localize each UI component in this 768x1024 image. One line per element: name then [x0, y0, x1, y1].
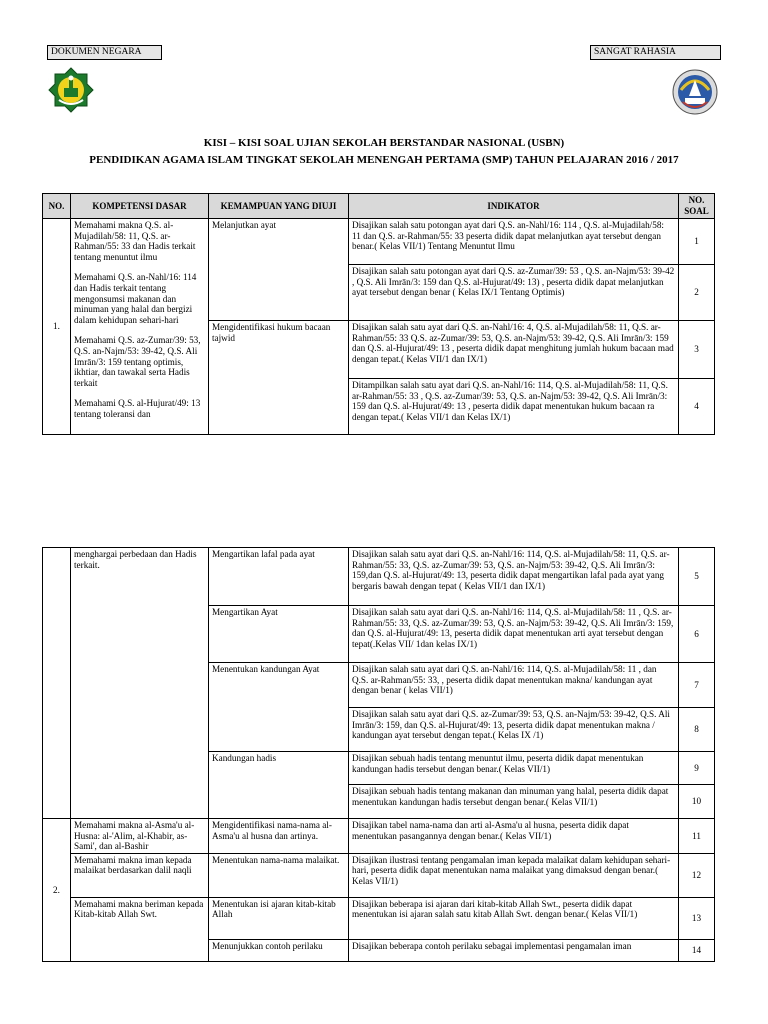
table-row: [43, 897, 715, 939]
soal-number: 4: [679, 379, 715, 435]
group-number: 2.: [43, 819, 71, 962]
kd-paragraph: Memahami makna Q.S. al-Mujadilah/58: 11, Q.S. ar-Rahman/55: 33 dan Hadis terkait tentang menuntut ilmu: [74, 220, 196, 262]
indikator-cell: Ditampilkan salah satu ayat dari Q.S. an-Nahl/16: 114, Q.S. al-Mujadilah/58: 11, Q.S. ar-Rahman/55: 33 , Q.S. az-Zumar/39: 53, Q.S. an-Najm/53: 39-42, Q.S. Ali Imrān/3: 159 dan Q.S. al-Hujurat/49: 13 , peserta didik dapat menentukan hukum bacaan ra dengan tepat.( Kelas VII/1 dan Kelas IX/1): [349, 379, 679, 435]
indikator-cell: Disajikan tabel nama-nama dan arti al-Asma'u al husna, peserta didik dapat menentukan pasangannya dengan benar.( Kelas VII/1): [349, 819, 679, 854]
header-no-soal: NO. SOAL: [679, 194, 715, 219]
indikator-cell: Disajikan beberapa isi ajaran dari kitab-kitab Allah Swt., peserta didik dapat menentukan isi ajaran salah satu kitab Allah Swt. dengan benar.( Kelas VII/1): [349, 897, 679, 939]
soal-number: 14: [679, 939, 715, 961]
kisi-kisi-table-part1: [42, 193, 715, 435]
kompetensi-dasar-cell: menghargai perbedaan dan Hadis terkait.: [71, 548, 209, 819]
sangat-rahasia-label: SANGAT RAHASIA: [590, 45, 721, 60]
soal-number: 8: [679, 708, 715, 752]
kd-paragraph: Memahami Q.S. az-Zumar/39: 53, Q.S. an-Najm/53: 39-42, Q.S. Ali Imrān/3: 159 tentang optimis, ikhtiar, dan tawakal serta Hadis terkait: [74, 335, 201, 388]
indikator-cell: Disajikan salah satu ayat dari Q.S. az-Zumar/39: 53, Q.S. an-Najm/53: 39-42, Q.S. Ali Imrān/3: 159, dan Q.S. al-Hujurat/49: 13, peserta didik dapat menentukan makna / kandungan ayat tersebut dengan tepat.( Kelas IX /1): [349, 708, 679, 752]
indikator-cell: Disajikan salah satu ayat dari Q.S. an-Nahl/16: 4, Q.S. al-Mujadilah/58: 11, Q.S. ar-Rahman/55: 33 Q.S. az-Zumar/39: 53, Q.S. an-Najm/53: 39-42, Q.S. Ali Imrān/3: 159 dan Q.S. al-Hujurat/49: 13 , peserta didik dapat menghitung jumlah hukum bacaan mad dengan tepat.( Kelas VII/1 dan IX/1): [349, 321, 679, 379]
soal-number: 1: [679, 219, 715, 265]
table-row: [43, 853, 715, 897]
soal-number: 7: [679, 663, 715, 708]
indikator-cell: Disajikan beberapa contoh perilaku sebagai implementasi pengamalan iman: [349, 939, 679, 961]
kompetensi-dasar-cell: Memahami makna beriman kepada Kitab-kitab Allah Swt.: [71, 897, 209, 961]
group-number: 1.: [43, 219, 71, 435]
kemampuan-cell: Menentukan kandungan Ayat: [209, 663, 349, 752]
kemampuan-cell: Menentukan nama-nama malaikat.: [209, 853, 349, 897]
kemenag-logo: [47, 66, 95, 114]
header-no: NO.: [43, 194, 71, 219]
document-title: KISI – KISI SOAL UJIAN SEKOLAH BERSTANDAR NASIONAL (USBN): [203, 137, 565, 149]
soal-number: 9: [679, 752, 715, 785]
kemampuan-cell: Mengidentifikasi hukum bacaan tajwid: [209, 321, 349, 435]
soal-number: 5: [679, 548, 715, 606]
table-header-row: [43, 194, 715, 219]
indikator-cell: Disajikan salah satu potongan ayat dari Q.S. az-Zumar/39: 53 , Q.S. an-Najm/53: 39-42 , Q.S. Ali Imrān/3: 159 dan Q.S. al-Hujurat/49: 13) , peserta didik dapat melanjutkan ayat tersebut dengan benar ( Kelas IX/1 Tentang Optimis): [349, 265, 679, 321]
kd-paragraph: Memahami Q.S. al-Hujurat/49: 13 tentang toleransi dan: [74, 398, 201, 419]
indikator-cell: Disajikan salah satu ayat dari Q.S. an-Nahl/16: 114, Q.S. al-Mujadilah/58: 11 , Q.S. ar-Rahman/55: 33, Q.S. az-Zumar/39: 53, Q.S. an-Najm/53: 39-42, Q.S. Ali Imrān/3: 159, dan Q.S. al-Hujurat/49: 13, peserta didik dapat menentukan arti ayat tersebut dengan tepat(.Kelas VII/ 1dan kelas IX/1): [349, 606, 679, 663]
kemampuan-cell: Kandungan hadis: [209, 752, 349, 819]
kemampuan-cell: Melanjutkan ayat: [209, 219, 349, 321]
indikator-cell: Disajikan ilustrasi tentang pengamalan iman kepada malaikat dalam kehidupan sehari-hari, peserta didik dapat menentukan nama malaikat yang dimaksud dengan benar.( Kelas VII/1): [349, 853, 679, 897]
header-indikator: INDIKATOR: [349, 194, 679, 219]
kisi-kisi-table-part2: [42, 547, 715, 962]
document-subtitle: PENDIDIKAN AGAMA ISLAM TINGKAT SEKOLAH MENENGAH PERTAMA (SMP) TAHUN PELAJARAN 2016 / 2017: [89, 154, 679, 166]
table-row: [43, 548, 715, 606]
table-row: [43, 819, 715, 854]
indikator-cell: Disajikan salah satu ayat dari Q.S. an-Nahl/16: 114, Q.S. al-Mujadilah/58: 11, Q.S. ar-Rahman/55: 33, Q.S. az-Zumar/39: 53, Q.S. an-Najm/53: 39-42, Q.S. Ali Imrān/3: 159,dan Q.S. al-Hujurat/49: 13, peserta didik dapat mengartikan lafal pada ayat yang bergaris bawah dengan tepat ( Kelas VII/1 dan IX/1): [349, 548, 679, 606]
indikator-cell: Disajikan sebuah hadis tentang menuntut ilmu, peserta didik dapat menentukan kandungan hadis tersebut dengan benar.( Kelas VII/1): [349, 752, 679, 785]
soal-number: 11: [679, 819, 715, 854]
kompetensi-dasar-cell: Memahami makna iman kepada malaikat berdasarkan dalil naqli: [71, 853, 209, 897]
soal-number: 3: [679, 321, 715, 379]
kemampuan-cell: Mengidentifikasi nama-nama al-Asma'u al husna dan artinya.: [209, 819, 349, 854]
group-number-continued: [43, 548, 71, 819]
kompetensi-dasar-cell: Memahami makna al-Asma'u al-Husna: al-'Alim, al-Khabir, as-Sami', dan al-Bashir: [71, 819, 209, 854]
header-kemampuan: KEMAMPUAN YANG DIUJI: [209, 194, 349, 219]
soal-number: 12: [679, 853, 715, 897]
indikator-cell: Disajikan salah satu ayat dari Q.S. an-Nahl/16: 114, Q.S. al-Mujadilah/58: 11 , dan Q.S. ar-Rahman/55: 33, , peserta didik dapat menentukan makna/ kandungan ayat dengan benar ( kelas VII/1): [349, 663, 679, 708]
kemampuan-cell: Menentukan isi ajaran kitab-kitab Allah: [209, 897, 349, 939]
kemampuan-cell: Menunjukkan contoh perilaku: [209, 939, 349, 961]
kd-paragraph: Memahami Q.S. an-Nahl/16: 114 dan Hadis terkait tentang mengonsumsi makanan dan minuman yang halal dan bergizi dalam kehidupan sehari-hari: [74, 272, 197, 325]
dokumen-negara-label: DOKUMEN NEGARA: [47, 45, 162, 60]
kompetensi-dasar-cell: [71, 219, 209, 435]
soal-number: 10: [679, 785, 715, 819]
table-row: [43, 219, 715, 265]
kemampuan-cell: Mengartikan lafal pada ayat: [209, 548, 349, 606]
tut-wuri-handayani-logo: [671, 68, 719, 116]
header-kompetensi-dasar: KOMPETENSI DASAR: [71, 194, 209, 219]
soal-number: 6: [679, 606, 715, 663]
soal-number: 2: [679, 265, 715, 321]
indikator-cell: Disajikan salah satu potongan ayat dari Q.S. an-Nahl/16: 114 , Q.S. al-Mujadilah/58: 11 dan Q.S. ar-Rahman/55: 33 peserta didik dapat melanjutkan ayat tersebut dengan benar.( Kelas VII/1) Tentang Menuntut Ilmu: [349, 219, 679, 265]
indikator-cell: Disajikan sebuah hadis tentang makanan dan minuman yang halal, peserta didik dapat menentukan kandungan hadis tersebut dengan benar.( Kelas VII/1): [349, 785, 679, 819]
kemampuan-cell: Mengartikan Ayat: [209, 606, 349, 663]
soal-number: 13: [679, 897, 715, 939]
